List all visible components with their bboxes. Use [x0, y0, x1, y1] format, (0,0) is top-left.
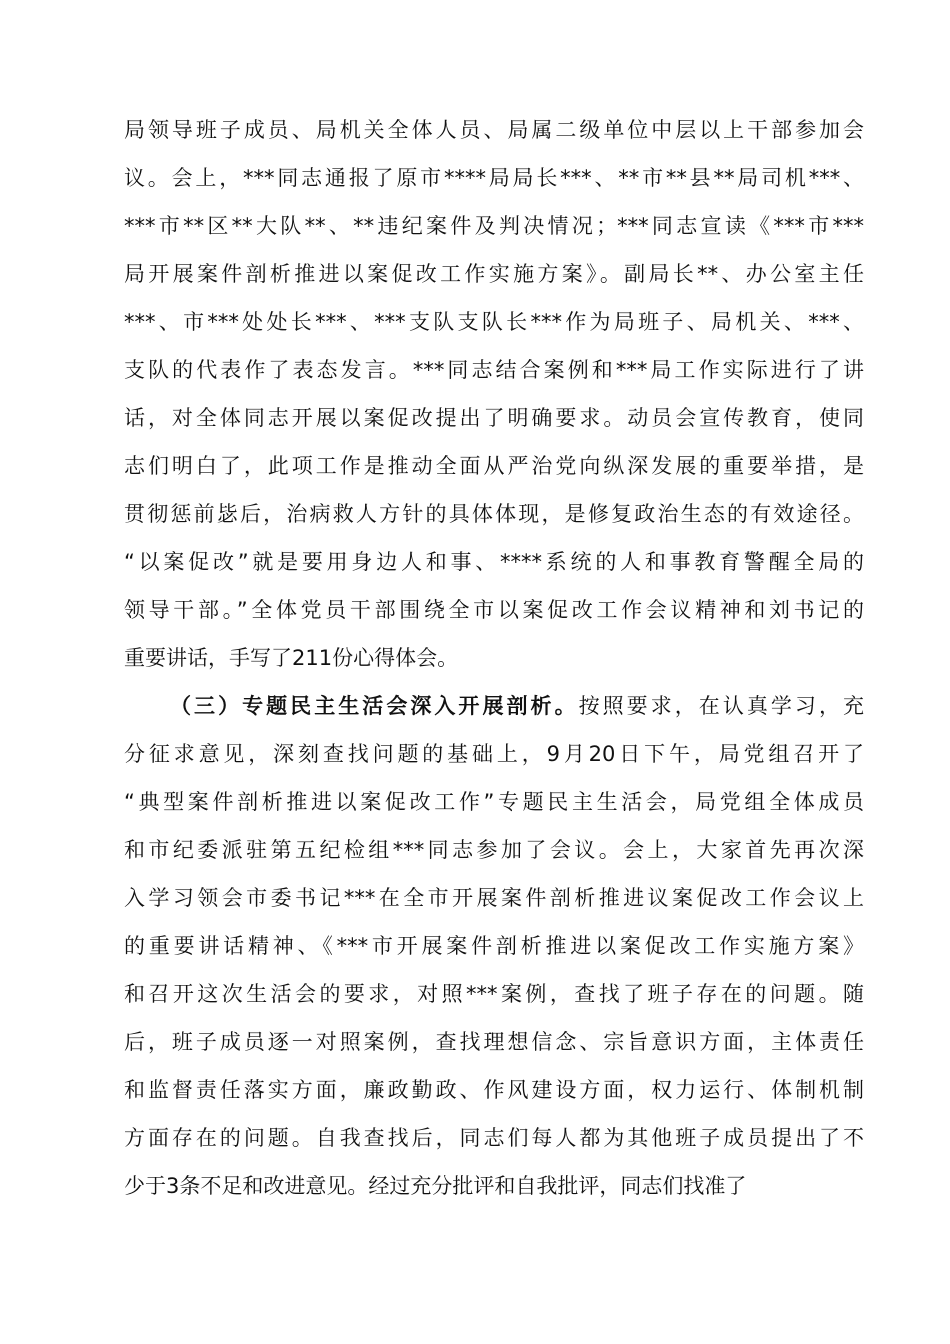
text-line: 局领导班子成员、局机关全体人员、局属二级单位中层以上干部参加会 — [124, 118, 864, 142]
heading-line-text: 按照要求，在认真学习，充 — [578, 694, 864, 718]
text-line: 和召开这次生活会的要求，对照***案例，查找了班子存在的问题。随 — [124, 982, 864, 1006]
section-heading: （三）专题民主生活会深入开展剖析。 — [170, 694, 579, 718]
text-line: 少于3条不足和改进意见。经过充分批评和自我批评，同志们找准了 — [124, 1174, 747, 1198]
text-line: 分征求意见，深刻查找问题的基础上，9月20日下午，局党组召开了 — [124, 742, 864, 766]
text-line: 入学习领会市委书记***在全市开展案件剖析推进议案促改工作会议上 — [124, 886, 864, 910]
section-heading-line — [170, 686, 864, 726]
text-line: 领导干部。”全体党员干部围绕全市以案促改工作会议精神和刘书记的 — [124, 598, 864, 622]
text-line: “典型案件剖析推进以案促改工作”专题民主生活会，局党组全体成员 — [124, 790, 864, 814]
text-line: 方面存在的问题。自我查找后，同志们每人都为其他班子成员提出了不 — [124, 1126, 864, 1150]
text-line: 支队的代表作了表态发言。***同志结合案例和***局工作实际进行了讲 — [124, 358, 864, 382]
text-line: 局开展案件剖析推进以案促改工作实施方案》。副局长**、办公室主任 — [124, 262, 864, 286]
text-line: 和市纪委派驻第五纪检组***同志参加了会议。会上，大家首先再次深 — [124, 838, 864, 862]
text-line: 话，对全体同志开展以案促改提出了明确要求。动员会宣传教育，使同 — [124, 406, 864, 430]
text-line: ***、市***处处长***、***支队支队长***作为局班子、局机关、***、 — [124, 310, 864, 334]
text-line: 重要讲话，手写了211份心得体会。 — [124, 646, 459, 670]
text-line: 志们明白了，此项工作是推动全面从严治党向纵深发展的重要举措，是 — [124, 454, 864, 478]
text-line: 贯彻惩前毖后，治病救人方针的具体体现，是修复政治生态的有效途径。 — [124, 502, 864, 526]
text-line: 议。会上，***同志通报了原市****局局长***、**市**县**局司机***、 — [124, 166, 864, 190]
text-line: 的重要讲话精神、《***市开展案件剖析推进以案促改工作实施方案》 — [124, 934, 864, 958]
text-line: ***市**区**大队**、**违纪案件及判决情况；***同志宣读《***市*** — [124, 214, 864, 238]
text-line: 和监督责任落实方面，廉政勤政、作风建设方面，权力运行、体制机制 — [124, 1078, 864, 1102]
text-line: “以案促改”就是要用身边人和事、****系统的人和事教育警醒全局的 — [124, 550, 864, 574]
text-line: 后，班子成员逐一对照案例，查找理想信念、宗旨意识方面，主体责任 — [124, 1030, 864, 1054]
